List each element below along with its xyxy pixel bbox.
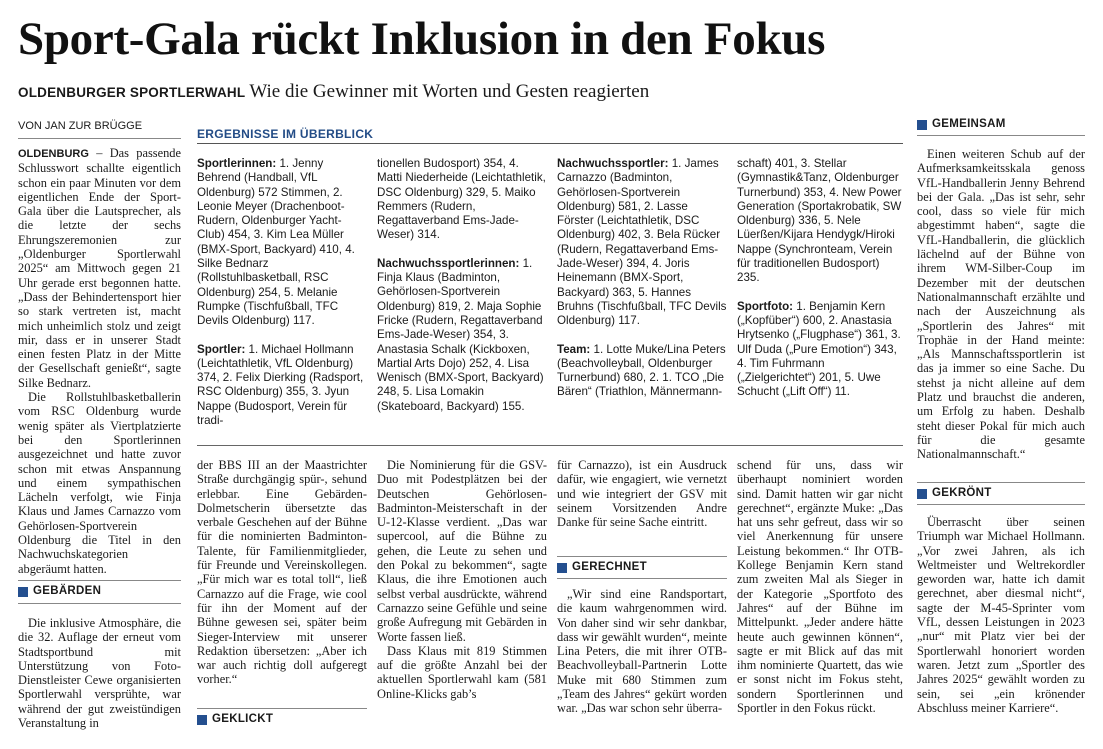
- result-text: 1. James Carnazzo (Badminton, Gehörlosen-Sportverein Oldenburg) 581, 2. Lasse Förster (Leichtathletik, DSC Oldenburg) 402, 3. Bela Rücker (Rudern, Regattaverband Ems-Jade-Weser) 394, 4. Joris Heinemann (BMX-Sport, Backyard) 363, 5. Hannes Bruhns (Tischfußball, TFC Devils Oldenburg) 117.: [557, 157, 727, 328]
- result-label: Sportler:: [197, 342, 246, 356]
- divider: [18, 603, 181, 604]
- divider: [557, 556, 727, 557]
- results-column-4: [737, 157, 903, 457]
- result-sportler-cont: tionellen Budosport) 354, 4. Matti Niederheide (Leichtathletik, DSC Oldenburg) 329, 5. Maiko Remmers (Rudern, Regattaverband Ems-Jade-Weser) 314.: [377, 157, 546, 242]
- article-column-6: Einen weiteren Schub auf der Aufmerksamkeitsskala genoss VfL-Handballerin Jenny Behrend bei der Gala. „Das ist sehr, sehr cool, dass so viele für mich abgestimmt haben“, sagte die VfL-Handballerin, die glücklich lächelnd auf der Bühne von ihrem WM-Silber-Coup im Dezember mit der deutschen Nationalmannschaft erzählte und nach der Auszeichnung als „Sportlerin des Jahres“ mit Trophäe in der Hand meinte: „Als Mannschaftssportlerin ist das ja immer so eine Sache. Du stehst ja nicht alleine auf dem Platz und brauchst die anderen, um Erfolg zu haben. Deshalb steht dieser Pokal für mich auch für die gesamte Nationalmannschaft.“: [917, 147, 1085, 462]
- result-text: 1. Michael Hollmann (Leichtathletik, VfL Oldenburg) 374, 2. Felix Dierking (Radsport, RSC Oldenburg) 355, 3. Jyun Nappe (Budosport, Verein für tradi-: [197, 342, 364, 428]
- result-team-cont: schaft) 401, 3. Stellar (Gymnastik&Tanz, Oldenburger Turnerbund) 353, 4. New Power Generation (Sportakrobatik, SW Oldenburg) 336, 5. Nele Lüerßen/Kijara Hendygk/Hiroki Nappe (Synchronteam, Verein für traditionellen Budosport) 235.: [737, 157, 902, 285]
- results-column-1: [197, 157, 367, 457]
- section-marker: [557, 563, 567, 573]
- result-label: Team:: [557, 342, 591, 356]
- paragraph: Dass Klaus mit 819 Stimmen auf die größte Anzahl bei der aktuellen Sportlerwahl kam (581 Online-Klicks gab’s: [377, 643, 547, 701]
- result-label: Sportfoto:: [737, 299, 794, 313]
- divider: [18, 138, 181, 139]
- result-label: Sportlerinnen:: [197, 157, 277, 170]
- article-column-4-continued: „Wir sind eine Randsportart, die kaum wahrgenommen wird. Von daher sind wir sehr dankbar, dass wir gewählt wurden“, meinte Lina Peters, die mit ihrer OTB-Beachvolleyball-Partnerin Lotte Muke mit 680 Stimmen zum „Team des Jahres“ gekürt worden war. „Das war schon sehr überra-: [557, 587, 727, 716]
- author-byline: VON JAN ZUR BRÜGGE: [18, 120, 143, 132]
- section-heading-gekroent: GEKRÖNT: [932, 487, 992, 499]
- section-marker: [18, 587, 28, 597]
- paragraph: Die Rollstuhlbasketballerin vom RSC Oldenburg wurde wenig später als Viertplatzierte bei den Sportlerinnen ausgezeichnet und hatte zuvor schon mit etwas Anspannung und einem sympathischen Lächeln verfolgt, wie Finja Klaus und James Carnazzo vom Gehörlosen-Sportverein Oldenburg die Titel in den Nachwuchskategorien abgeräumt hatten.: [18, 390, 181, 576]
- result-sportfoto: [737, 300, 903, 400]
- section-heading-gemeinsam: GEMEINSAM: [932, 118, 1006, 130]
- section-heading-gebaerden: GEBÄRDEN: [33, 585, 102, 597]
- divider: [917, 504, 1085, 505]
- article-column-2: der BBS III an der Maastrichter Straße durchgängig spür-, sehund erlebbar. Eine Gebärden-Dolmetscherin übersetzte das verbale Geschehen auf der Bühne für die nominierten Badminton-Talente, für Familienmitglieder, für Freunde und Vereinskollegen. „Für mich war es total toll“, ließ Carnazzo auf die Frage, wie cool für ihn der Moment auf der Bühne gewesen sei, später beim Sieger-Interview mit unserer Redaktion übersetzen: „Aber ich war auch richtig doll aufgeregt vorher.“: [197, 458, 367, 687]
- results-divider: [197, 143, 903, 144]
- paragraph: Die Nominierung für die GSV-Duo mit Podestplätzen bei der Deutschen Gehörlosen-Badminton-Meisterschaft in der U-12-Klasse verdient. „Das war supercool, auf die Bühne zu gehen, die Leute zu sehen und den Pokal zu bekommen“, sagte Klaus, die ihre Emotionen auch selbst verbal ausdrückte, während Carnazzo seine Gefühle und seine große Aufregung mit Gebärden in Worte fassen ließ.: [377, 458, 547, 644]
- article-column-4: für Carnazzo), ist ein Ausdruck dafür, wie engagiert, wie vernetzt und wie integriert der GSV mit seinem Vorsitzenden Andre Danke für seine Sache eintritt.: [557, 458, 727, 530]
- subheadline-row: [18, 81, 649, 103]
- section-heading-geklickt: GEKLICKT: [212, 713, 274, 725]
- section-marker: [917, 489, 927, 499]
- result-label: Nachwuchssportler:: [557, 157, 669, 170]
- article-column-3: [377, 458, 547, 746]
- paragraph-text: – Das passende Schlusswort schallte eigentlich schon ein paar Minuten vor dem eigentlichen Ende der Sport-Gala über die Lautsprecher, als die letzte der sechs Ehrungszeremonien zur „Oldenburger Sportlerwahl 2025“ am Mittwoch gegen 21 Uhr gerade erst begonnen hatte. „Dass der Behindertensport hier so stark vertreten ist, macht mich unheimlich stolz und zeigt mir, dass er in unserer Stadt einen festen Platz in der Mitte der Gesellschaft genießt“, sagte Silke Bednarz.: [18, 146, 181, 390]
- result-team: [557, 343, 727, 400]
- results-column-3: [557, 157, 727, 457]
- subheadline: Wie die Gewinner mit Worten und Gesten reagierten: [249, 81, 650, 102]
- column-1-continued: Die inklusive Atmosphäre, die die 32. Auflage der erneut vom Stadtsportbund mit Unterstützung von Foto-Dienstleister Cewe organisierten Sportlerwahl versprühte, war während der gut zweistündigen Veranstaltung in: [18, 616, 181, 731]
- dateline: OLDENBURG: [18, 148, 89, 160]
- divider: [197, 708, 367, 709]
- article-column-1: [18, 146, 181, 576]
- result-text: 1. Finja Klaus (Badminton, Gehörlosen-Sportverein Oldenburg) 819, 2. Maja Sophie Fricke (Rudern, Regattaverband Ems-Jade-Weser) 354, 3. Anastasia Schalk (Kickboxen, Martial Arts Dojo) 252, 4. Lisa Wenisch (BMX-Sport, Backyard) 248, 5. Lisa Lomakin (Skateboard, Backyard) 155.: [377, 256, 544, 413]
- result-sportler: [197, 343, 367, 429]
- results-bottom-divider: [197, 445, 903, 446]
- result-text: 1. Jenny Behrend (Handball, VfL Oldenburg) 572 Stimmen, 2. Leonie Meyer (Drachenboot-Rudern, Oldenburger Yacht-Club) 454, 3. Kim Lea Müller (BMX-Sport, Backyard) 410, 4. Silke Bednarz (Rollstuhlbasketball, RSC Oldenburg) 254, 5. Melanie Rumpke (Tischfußball, TFC Devils Oldenburg) 117.: [197, 157, 355, 328]
- article-column-6-continued: Überrascht über seinen Triumph war Michael Hollmann. „Vor zwei Jahren, als ich Weltmeister und Weltrekordler geworden war, hatte ich damit gerechnet, aber diesmal nicht“, sagte der M-45-Sprinter vom VfL, dessen Leistungen in 2023 „nur“ mit Platz vier bei der Sportlerwahl honoriert worden waren. Jetzt zum „Sportler des Jahres 2025“ gewählt worden zu sein, sei „ein krönender Abschluss meiner Karriere“.: [917, 515, 1085, 715]
- kicker: OLDENBURGER SPORTLERWAHL: [18, 85, 246, 100]
- result-nachwuchssportler: [557, 157, 727, 329]
- divider: [917, 482, 1085, 483]
- result-label: Nachwuchssportlerinnen:: [377, 256, 520, 270]
- headline: Sport-Gala rückt Inklusion in den Fokus: [18, 13, 826, 65]
- section-heading-gerechnet: GERECHNET: [572, 561, 647, 573]
- divider: [18, 580, 181, 581]
- section-marker: [917, 120, 927, 130]
- divider: [917, 135, 1085, 136]
- results-title: ERGEBNISSE IM ÜBERBLICK: [197, 127, 374, 141]
- paragraph: [18, 146, 181, 390]
- section-marker: [197, 715, 207, 725]
- result-sportlerinnen: [197, 157, 367, 329]
- divider: [557, 578, 727, 579]
- column-1-text: [18, 146, 181, 576]
- result-text: 1. Benjamin Kern („Kopfüber“) 600, 2. Anastasia Hrytsenko („Flugphase“) 361, 3. Ulf Duda („Pure Emotion“) 343, 4. Tim Fuhrmann („Zielgerichtet“) 201, 5. Uwe Schucht („Lift Off“) 11.: [737, 299, 901, 399]
- result-text: 1. Lotte Muke/Lina Peters (Beachvolleyball, Oldenburger Turnerbund) 680, 2. 1. TCO „Die Bären“ (Triathlon, Männermann-: [557, 342, 726, 399]
- article-column-5: schend für uns, dass wir überhaupt nominiert worden sind. Damit hatten wir gar nicht gerechnet“, ergänzte Muke: „Das hat uns sehr gefreut, dass wir so viel Anerkennung für unsere Leistung bekommen.“ Ihr OTB-Kollege Benjamin Kern stand zum zweiten Mal als Sieger in der Kategorie „Sportfoto des Jahres“ auf der Bühne im Mittelpunkt. „Jeder andere hätte heute auch gewinnen können“, sagte er mit Blick auf das mit ihm nominierte Quartett, das wie er sonst nicht im Fokus steht, sondern Sportlerinnen und Sportler in den Fokus rückt.: [737, 458, 903, 716]
- results-column-2: [377, 157, 547, 457]
- result-nachwuchssportlerinnen: [377, 257, 547, 414]
